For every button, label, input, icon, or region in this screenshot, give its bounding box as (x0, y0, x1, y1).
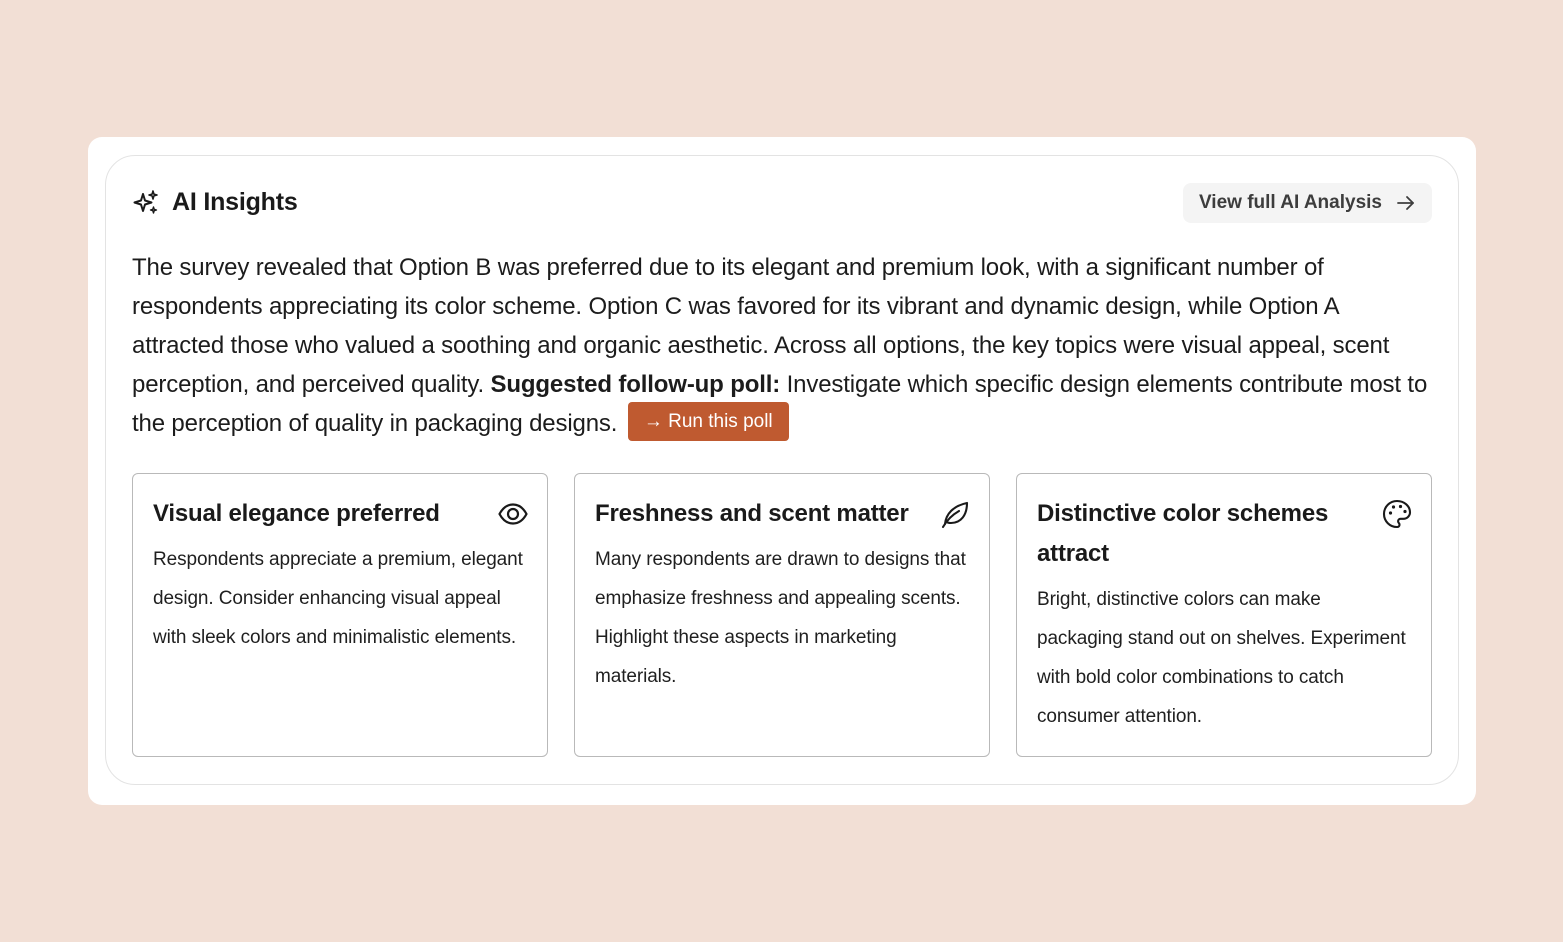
insights-panel (88, 137, 1476, 805)
arrow-right-icon (1396, 193, 1416, 213)
view-full-analysis-label: View full AI Analysis (1198, 192, 1382, 213)
insights-header (132, 186, 1432, 226)
page-title: AI Insights (172, 188, 298, 216)
insights-summary (132, 248, 1432, 444)
summary-text: The survey revealed that Option B was preferred due to its elegant and premium look, with a significant number of respondents appreciating its color scheme. Option C was favored for its vibrant and dynamic design, while Option A attracted those who valued a soothing and organic aesthetic. Across all options, the key topics were visual appeal, scent perception, and perceived quality. (132, 254, 1390, 398)
ai-insights-card (105, 155, 1459, 785)
insight-card-body: Many respondents are drawn to designs that emphasize freshness and appealing scents. Highlight these aspects in marketing materials. (595, 549, 966, 687)
insight-card-visual-elegance (132, 473, 548, 757)
palette-icon (1381, 498, 1413, 530)
leaf-icon (939, 498, 971, 530)
insight-card-freshness (574, 473, 990, 757)
insight-card-body: Bright, distinctive colors can make packaging stand out on shelves. Experiment with bold color combinations to catch consumer attention. (1037, 589, 1406, 727)
follow-up-label: Suggested follow-up poll: (490, 371, 781, 398)
insight-card-title: Visual elegance preferred (153, 500, 440, 527)
title-group (132, 188, 298, 217)
eye-icon (497, 498, 529, 530)
insight-card-body: Respondents appreciate a premium, elegant design. Consider enhancing visual appeal with sleek colors and minimalistic elements. (153, 549, 523, 648)
insight-card-title: Distinctive color schemes attract (1037, 500, 1329, 567)
insight-card-title: Freshness and scent matter (595, 500, 909, 527)
view-full-analysis-button[interactable] (1183, 183, 1432, 223)
insight-cards (132, 473, 1432, 757)
insight-card-color-schemes (1016, 473, 1432, 757)
follow-up-text: Investigate which specific design elements contribute most to the perception of quality in packaging designs. (132, 371, 1428, 437)
sparkles-icon (132, 189, 160, 217)
run-poll-button[interactable]: → Run this poll (628, 402, 789, 441)
